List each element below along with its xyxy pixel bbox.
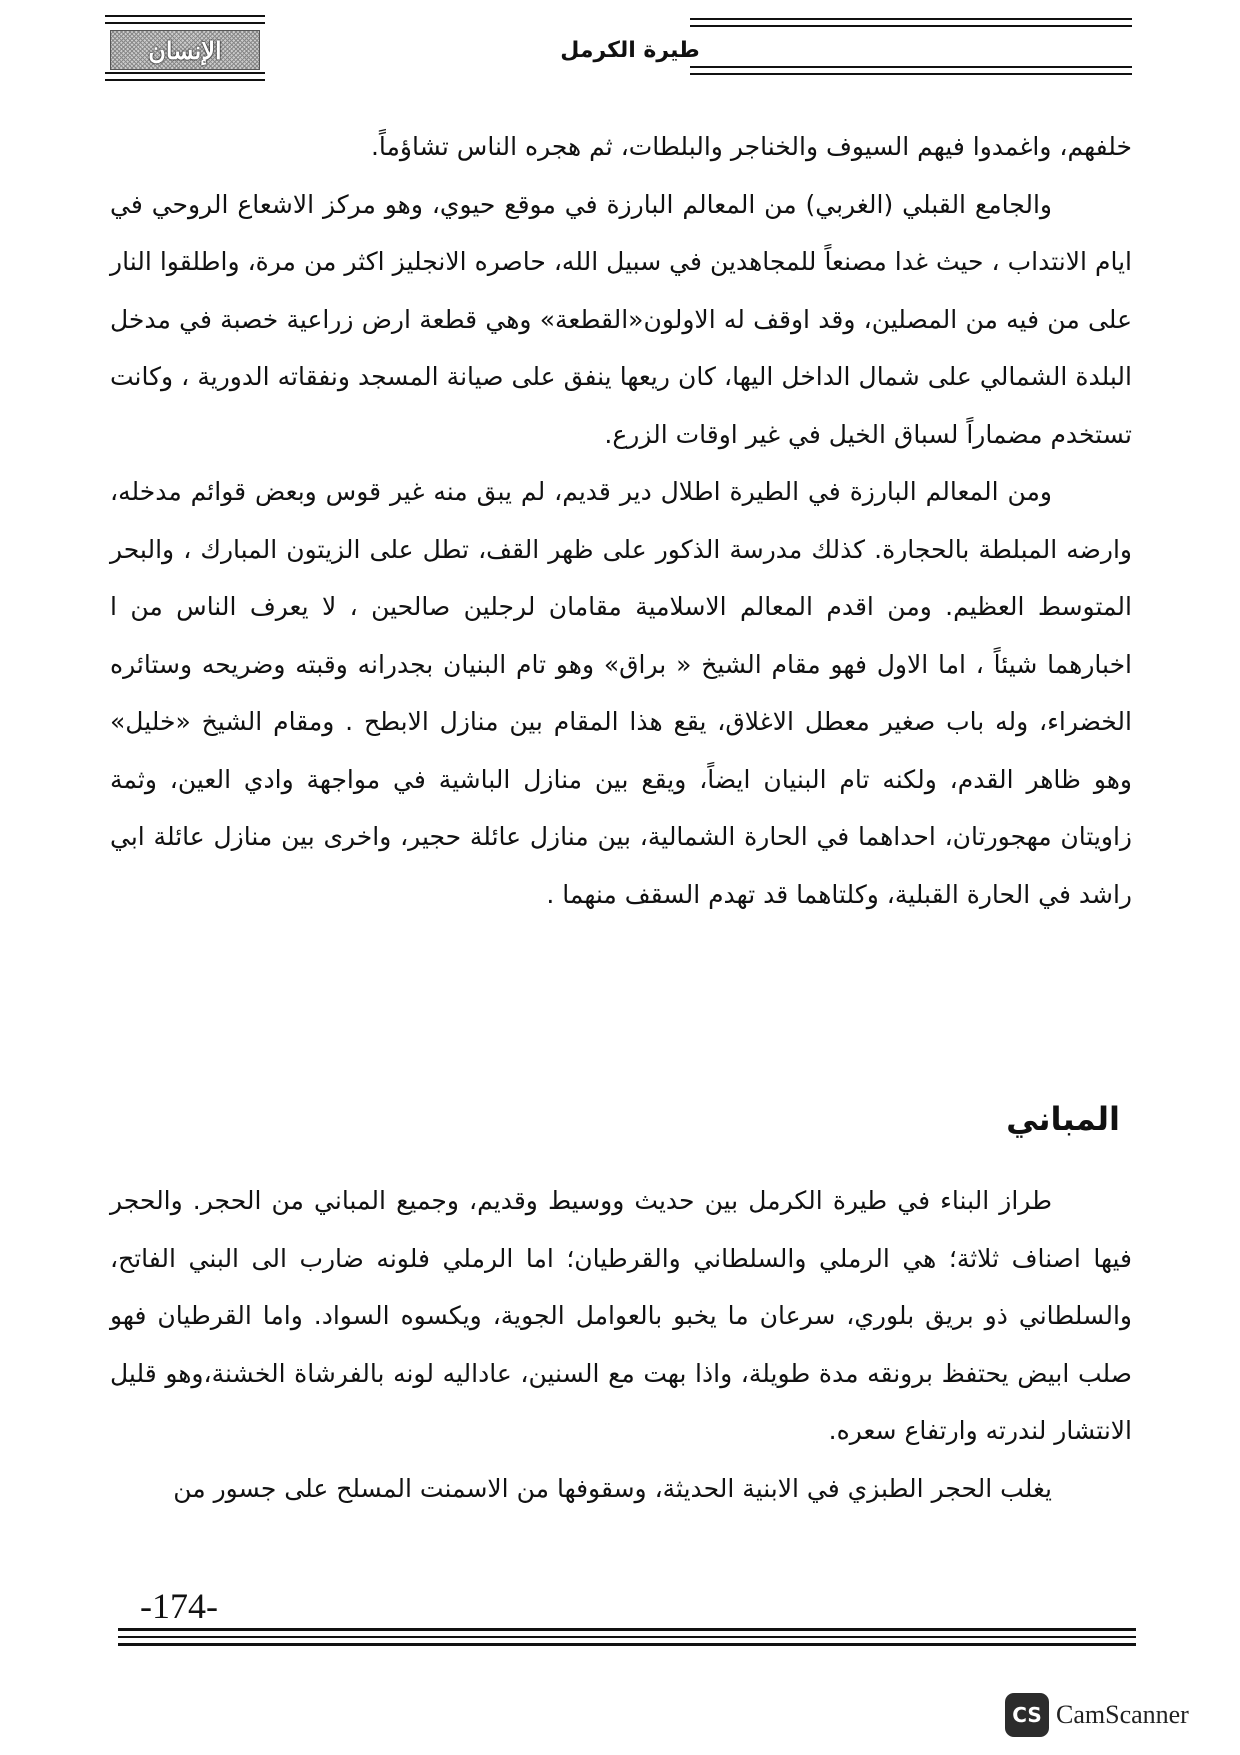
camscanner-logo-icon: CS [1005, 1693, 1049, 1737]
header-rule-left-top [105, 15, 265, 24]
header-badge-text: الإنسان [148, 35, 222, 65]
paragraph: خلفهم، واغمدوا فيهم السيوف والخناجر والبلطات، ثم هجره الناس تشاؤماً. [370, 132, 1132, 161]
paragraph: والجامع القبلي (الغربي) من المعالم البارزة في موقع حيوي، وهو مركز الاشعاع الروحي في ايام الانتداب ، حيث غدا مصنعاً للمجاهدين في سبيل الله، حاصره الانجليز اكثر من مرة، واطلقوا النار على من فيه من المصلين، وقد اوقف له الاولون«القطعة» وهي قطعة ارض زراعية خصبة في مدخل البلدة الشمالي على شمال الداخل اليها، كان ريعها ينفق على صيانة المسجد ونفقاته الدورية ، وكانت تستخدم مضماراً لسباق الخيل في غير اوقات الزرع. [110, 189, 1132, 449]
camscanner-watermark: CamScanner [1056, 1700, 1189, 1729]
running-header-title: طيرة الكرمل [560, 38, 700, 63]
page-number: -174- [140, 1586, 218, 1626]
paragraph: ومن المعالم البارزة في الطيرة اطلال دير قديم، لم يبق منه غير قوس وبعض قوائم مدخله، وارضه المبلطة بالحجارة. كذلك مدرسة الذكور على ظهر القف، تطل على الزيتون المبارك ، والبحر المتوسط العظيم. ومن اقدم المعالم الاسلامية مقامان لرجلين صالحين ، لا يعرف الناس من ا اخبارهما شيئاً ، اما الاول فهو مقام الشيخ « براق» وهو تام البنيان بجدرانه وقبته وضريحه وستائره الخضراء، وله باب صغير معطل الاغلاق، يقع هذا المقام بين منازل الابطح . ومقام الشيخ «خليل» وهو ظاهر القدم، ولكنه تام البنيان ايضاً، ويقع بين منازل الباشية في مواجهة وادي العين، وثمة زاويتان مهجورتان، احداهما في الحارة الشمالية، بين منازل عائلة حجير، واخرى بين منازل عائلة ابي راشد في الحارة القبلية، وكلتاهما قد تهدم السقف منهما . [110, 477, 1132, 909]
paragraph: طراز البناء في طيرة الكرمل بين حديث ووسيط وقديم، وجميع المباني من الحجر. والحجر فيها اصناف ثلاثة؛ هي الرملي والسلطاني والقرطيان؛ اما الرملي فلونه ضارب الى البني الفاتح، والسلطاني ذو بريق بلوري، سرعان ما يخبو بالعوامل الجوية، ويكسوه السواد. واما القرطيان فهو صلب ابيض يحتفظ برونقه مدة طويلة، واذا بهت مع السنين، عاداليه لونه بالفرشاة الخشنة،وهو قليل الانتشار لندرته وارتفاع سعره. [110, 1186, 1132, 1445]
footer-rule [118, 1636, 1136, 1638]
paragraph: يغلب الحجر الطبزي في الابنية الحديثة، وسقوفها من الاسمنت المسلح على جسور من [173, 1473, 1052, 1503]
body-text [110, 118, 1132, 923]
footer-rule [118, 1628, 1136, 1631]
section-body-text [110, 1172, 1132, 1517]
header-rule-right-bottom [690, 66, 1132, 75]
section-heading: المباني [1006, 1100, 1120, 1138]
footer-rule [118, 1643, 1136, 1646]
header-rule-right-top [690, 18, 1132, 27]
header-rule-left-bottom [105, 72, 265, 81]
header-badge [110, 30, 260, 70]
